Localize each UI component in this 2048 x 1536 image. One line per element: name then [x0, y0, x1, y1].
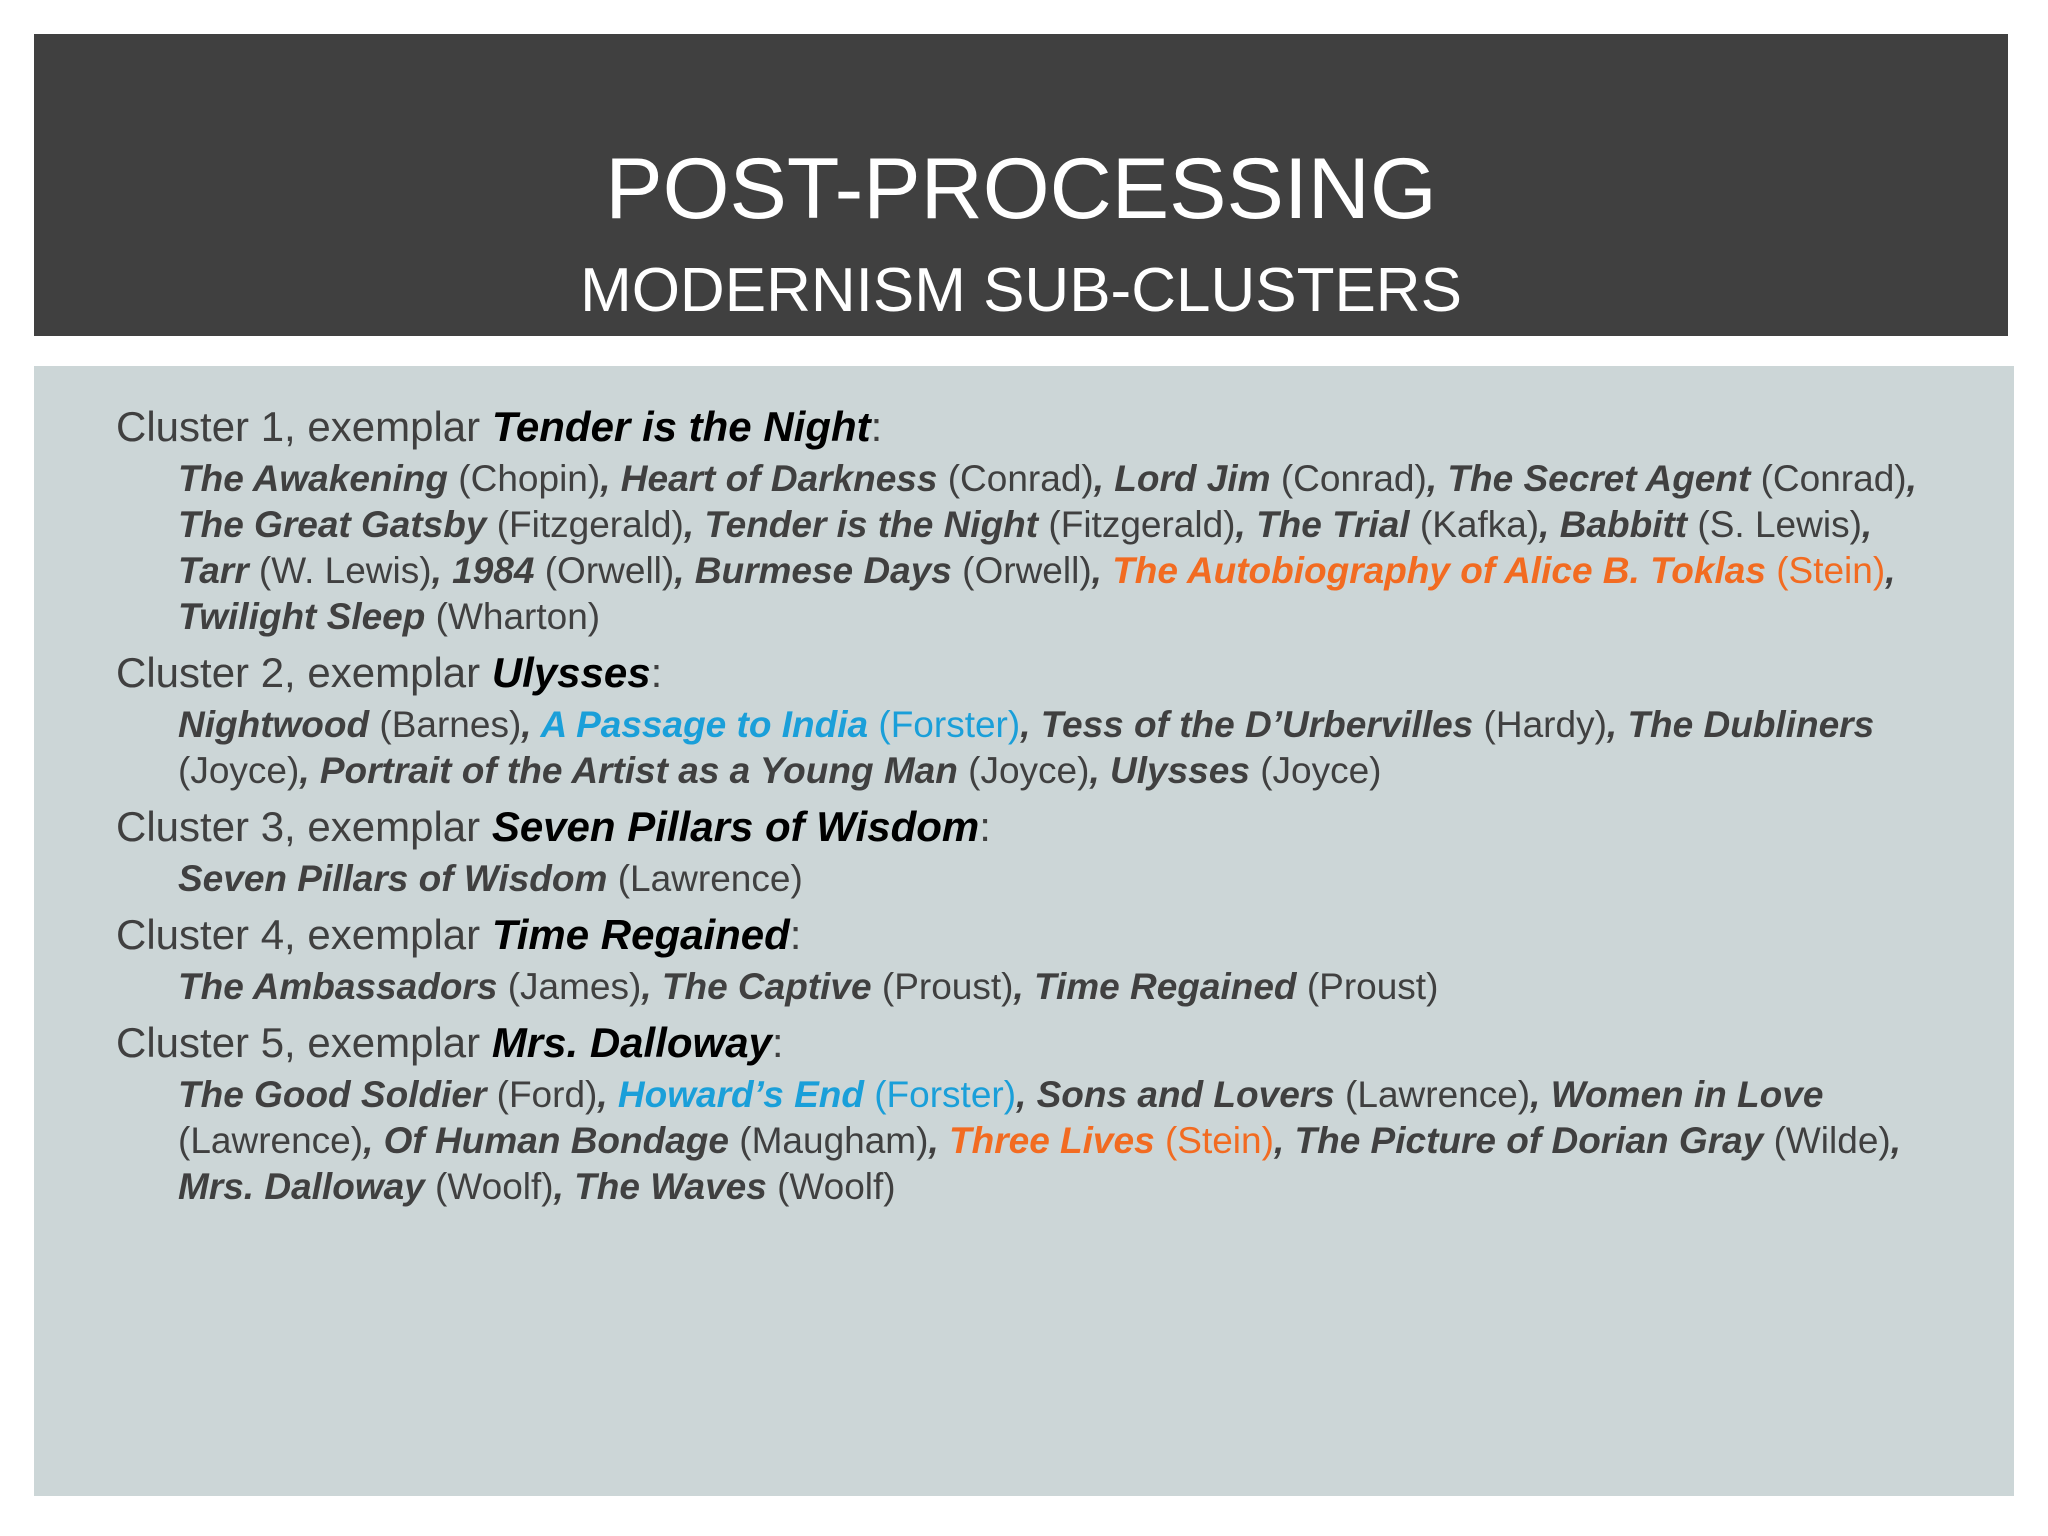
cluster-heading: Cluster 4, exemplar Time Regained:: [116, 911, 802, 958]
separator: ,: [928, 1120, 950, 1161]
separator: ,: [1539, 504, 1560, 545]
separator: ,: [1020, 704, 1041, 745]
book-author: (Fitzgerald): [496, 504, 684, 545]
book-title: Women in Love: [1550, 1074, 1824, 1115]
book-title: Twilight Sleep: [178, 596, 426, 637]
book-entry: [704, 504, 1235, 545]
book-title: The Secret Agent: [1447, 458, 1751, 499]
book-title: Sons and Lovers: [1036, 1074, 1335, 1115]
book-title: Howard’s End: [617, 1074, 864, 1115]
book-entry: [178, 1074, 597, 1115]
book-author: (James): [507, 966, 642, 1007]
separator: ,: [299, 750, 320, 791]
book-title: Seven Pillars of Wisdom: [178, 858, 608, 899]
book-title: The Good Soldier: [178, 1074, 487, 1115]
book-author: (Lawrence): [178, 1120, 364, 1161]
book-entry: [1560, 504, 1862, 545]
book-entry: [574, 1166, 895, 1207]
book-author: (Forster): [874, 1074, 1017, 1115]
cluster-heading: Cluster 5, exemplar Mrs. Dalloway:: [116, 1019, 784, 1066]
separator: ,: [553, 1166, 575, 1207]
book-author: (Joyce): [178, 750, 300, 791]
book-title: Portrait of the Artist as a Young Man: [319, 750, 958, 791]
book-author: (Chopin): [458, 458, 601, 499]
book-title: The Captive: [661, 966, 872, 1007]
cluster-items: [178, 856, 1928, 902]
book-title: The Awakening: [178, 458, 449, 499]
book-title: The Dubliners: [1627, 704, 1875, 745]
separator: ,: [641, 966, 662, 1007]
cluster-items: [178, 702, 1928, 794]
book-title: Ulysses: [1110, 750, 1250, 791]
book-title: Lord Jim: [1114, 458, 1271, 499]
book-author: (Wharton): [435, 596, 601, 637]
book-author: (Wilde): [1773, 1120, 1891, 1161]
book-title: Three Lives: [949, 1120, 1155, 1161]
book-entry: [452, 550, 674, 591]
cluster-label: Cluster 2, exemplar: [116, 649, 492, 696]
separator: ,: [1890, 1120, 1902, 1161]
cluster-exemplar: Tender is the Night: [491, 403, 871, 450]
book-title: The Ambassadors: [178, 966, 498, 1007]
separator: ,: [597, 1074, 618, 1115]
book-entry: [178, 504, 684, 545]
book-author: (Ford): [496, 1074, 598, 1115]
book-title: The Picture of Dorian Gray: [1294, 1120, 1764, 1161]
separator: ,: [600, 458, 621, 499]
cluster-label: Cluster 4, exemplar: [116, 911, 492, 958]
separator: ,: [1273, 1120, 1295, 1161]
separator: ,: [431, 550, 453, 591]
book-title: Tender is the Night: [704, 504, 1039, 545]
separator: ,: [674, 550, 695, 591]
separator: ,: [521, 704, 541, 745]
book-title: Nightwood: [178, 704, 370, 745]
separator: ,: [1093, 458, 1115, 499]
separator: ,: [1089, 750, 1111, 791]
cluster-heading: Cluster 3, exemplar Seven Pillars of Wisdom:: [116, 803, 991, 850]
book-author: (Hardy): [1483, 704, 1607, 745]
book-entry: [621, 458, 1094, 499]
cluster-label: Cluster 5, exemplar: [116, 1019, 492, 1066]
cluster-exemplar: Mrs. Dalloway: [491, 1019, 772, 1066]
book-author: (Woolf): [435, 1166, 554, 1207]
book-author: (Forster): [878, 704, 1021, 745]
book-author: (Lawrence): [617, 858, 803, 899]
book-author: (Maugham): [739, 1120, 929, 1161]
book-author: (Lawrence): [1345, 1074, 1531, 1115]
book-author: (S. Lewis): [1697, 504, 1862, 545]
book-title: Time Regained: [1034, 966, 1297, 1007]
cluster-label: Cluster 1, exemplar: [116, 403, 492, 450]
separator: ,: [683, 504, 705, 545]
book-author: (Conrad): [1760, 458, 1907, 499]
book-title: Tarr: [178, 550, 249, 591]
book-author: (Orwell): [962, 550, 1092, 591]
book-entry: [178, 704, 521, 745]
book-author: (Barnes): [379, 704, 522, 745]
book-author: (Joyce): [968, 750, 1090, 791]
book-entry: [540, 704, 1020, 745]
book-entry: [178, 550, 432, 591]
book-title: Burmese Days: [694, 550, 952, 591]
book-author: (Stein): [1164, 1120, 1274, 1161]
book-author: (Kafka): [1419, 504, 1540, 545]
book-entry: [1256, 504, 1539, 545]
cluster-exemplar: Time Regained: [491, 911, 790, 958]
book-entry: [1447, 458, 1906, 499]
book-author: (Conrad): [947, 458, 1094, 499]
book-entry: [178, 1166, 554, 1207]
book-title: The Waves: [574, 1166, 767, 1207]
book-author: (Proust): [881, 966, 1014, 1007]
book-author: (Conrad): [1280, 458, 1427, 499]
book-title: The Great Gatsby: [178, 504, 487, 545]
book-entry: [1041, 704, 1607, 745]
book-entry: [1112, 550, 1885, 591]
book-entry: [1037, 1074, 1531, 1115]
book-entry: [618, 1074, 1016, 1115]
book-title: The Autobiography of Alice B. Toklas: [1112, 550, 1766, 591]
book-author: (Woolf): [777, 1166, 896, 1207]
separator: ,: [363, 1120, 384, 1161]
book-author: (Fitzgerald): [1048, 504, 1236, 545]
book-entry: [178, 966, 641, 1007]
separator: ,: [1235, 504, 1257, 545]
book-entry: [1034, 966, 1438, 1007]
book-author: (Stein): [1776, 550, 1886, 591]
book-entry: [1114, 458, 1427, 499]
cluster-items: [178, 1072, 1928, 1210]
cluster-list: [116, 398, 1966, 1214]
cluster-items: [178, 456, 1928, 640]
separator: ,: [1530, 1074, 1551, 1115]
cluster-items: [178, 964, 1928, 1010]
book-title: Heart of Darkness: [620, 458, 938, 499]
separator: ,: [1013, 966, 1035, 1007]
slide-header: [34, 34, 2008, 336]
book-entry: [1295, 1120, 1891, 1161]
book-entry: [178, 458, 600, 499]
book-title: A Passage to India: [540, 704, 869, 745]
separator: ,: [1606, 704, 1628, 745]
book-entry: [384, 1120, 929, 1161]
separator: ,: [1426, 458, 1448, 499]
book-title: 1984: [452, 550, 535, 591]
separator: ,: [1861, 504, 1873, 545]
book-author: (Orwell): [544, 550, 675, 591]
book-title: Tess of the D’Urbervilles: [1040, 704, 1474, 745]
separator: ,: [1906, 458, 1917, 499]
cluster-exemplar: Ulysses: [491, 649, 651, 696]
slide-content: [34, 366, 2014, 1496]
book-entry: [178, 858, 803, 899]
book-entry: [949, 1120, 1274, 1161]
book-title: Of Human Bondage: [383, 1120, 729, 1161]
cluster-heading: Cluster 2, exemplar Ulysses:: [116, 649, 663, 696]
book-author: (Joyce): [1260, 750, 1382, 791]
slide-subtitle: MODERNISM SUB-CLUSTERS: [580, 256, 1462, 325]
book-author: (W. Lewis): [258, 550, 432, 591]
book-entry: [320, 750, 1090, 791]
book-entry: [1110, 750, 1381, 791]
book-title: Mrs. Dalloway: [178, 1166, 425, 1207]
cluster-exemplar: Seven Pillars of Wisdom: [491, 803, 980, 850]
cluster-heading: Cluster 1, exemplar Tender is the Night:: [116, 403, 883, 450]
separator: ,: [1091, 550, 1113, 591]
book-entry: [695, 550, 1092, 591]
book-entry: [662, 966, 1014, 1007]
cluster-label: Cluster 3, exemplar: [116, 803, 492, 850]
book-title: The Trial: [1256, 504, 1410, 545]
book-entry: [178, 596, 600, 637]
separator: ,: [1016, 1074, 1037, 1115]
slide-title: POST-PROCESSING: [605, 141, 1437, 237]
separator: ,: [1885, 550, 1896, 591]
book-title: Babbitt: [1559, 504, 1688, 545]
book-author: (Proust): [1306, 966, 1439, 1007]
